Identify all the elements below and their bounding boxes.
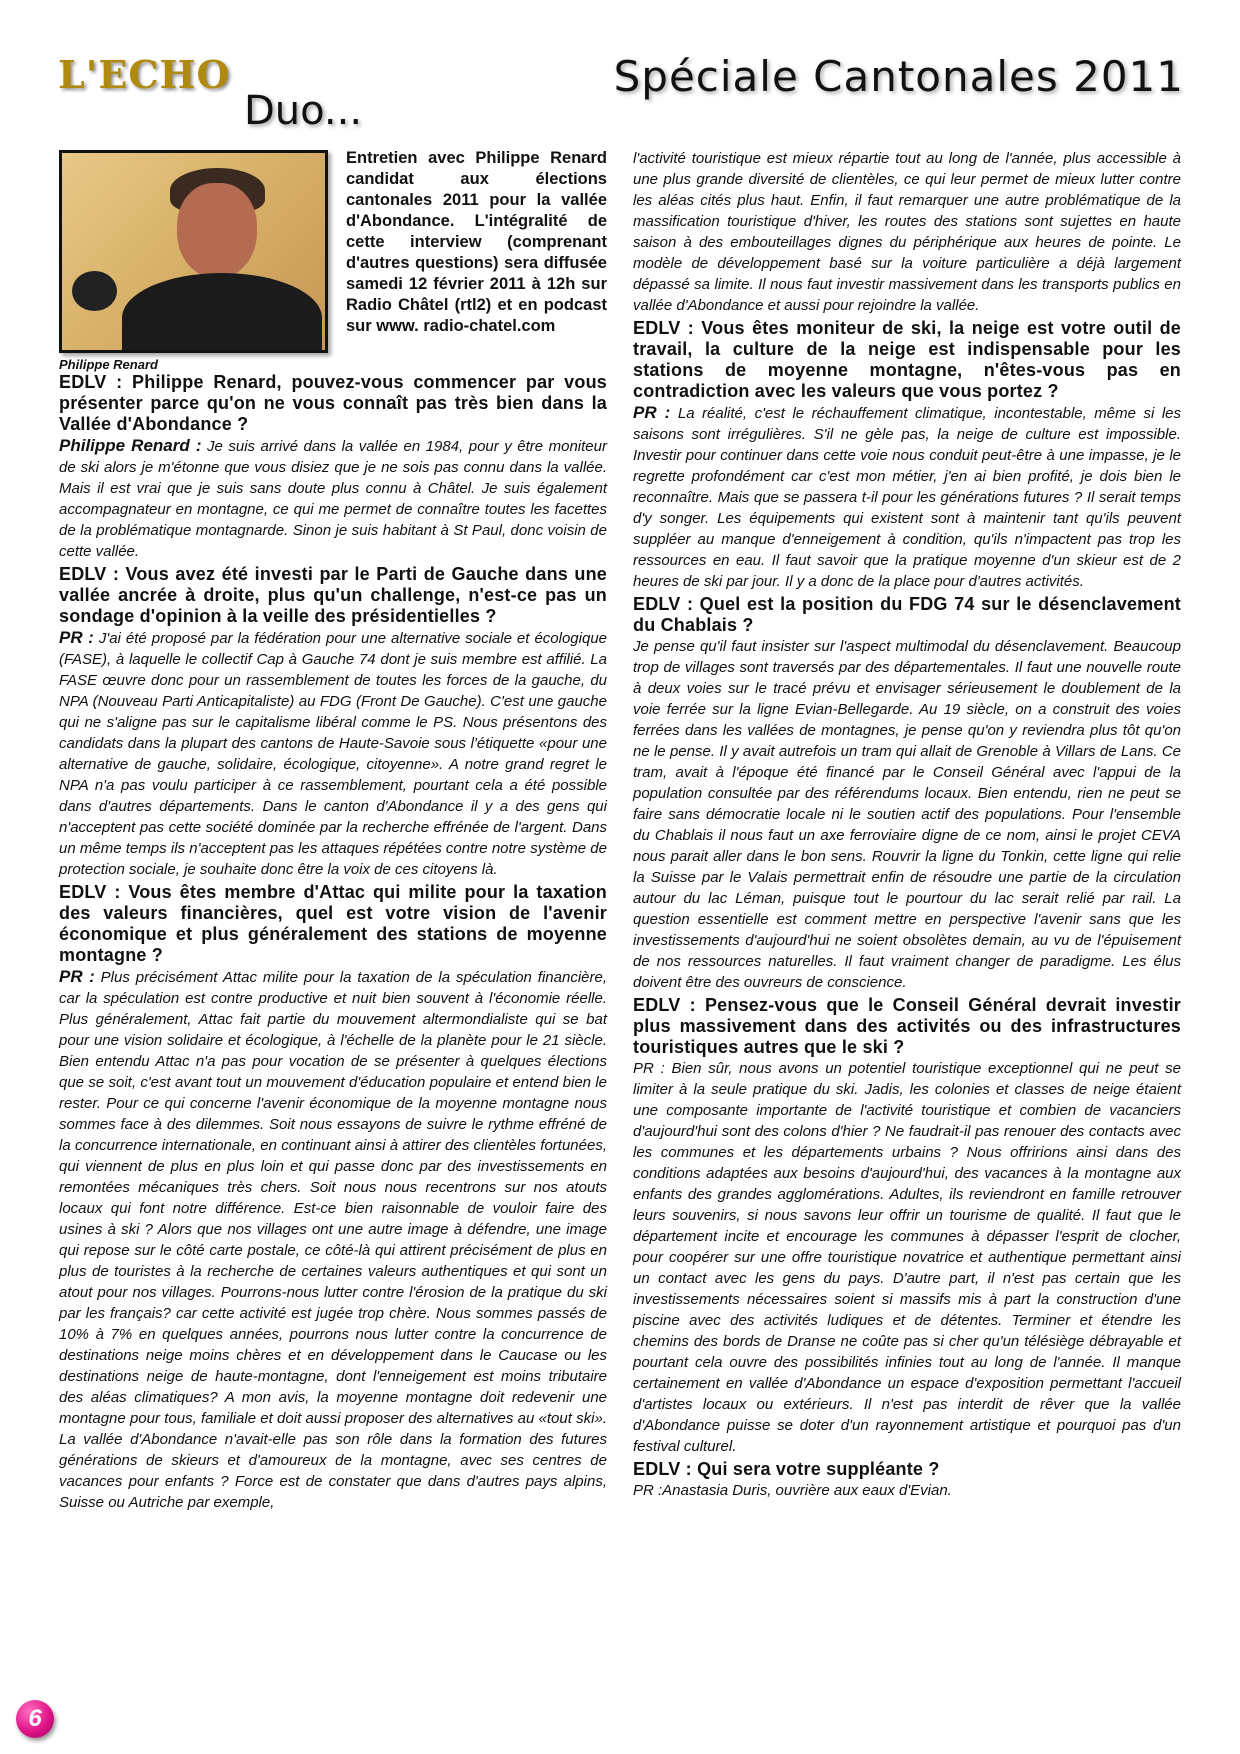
interview-question: EDLV : Vous êtes membre d'Attac qui milite pour la taxation des valeurs financières, quel est votre vision de l'avenir économique et plus généralement des stations de moyenne montagne ? — [59, 882, 607, 965]
magazine-logo: L'ECHO — [58, 52, 231, 97]
answer-text: J'ai été proposé par la fédération pour une alternative sociale et écologique (FASE), à laquelle le collectif Cap à Gauche 74 dont je suis membre est affilié. La FASE œuvre donc pour un rassemblement de toutes les forces de la gauche, du NPA (Nouveau Parti Anticapitaliste) au FDG (Front De Gauche). C'est une gauche qui ne s'aligne pas sur le capitalisme libéral comme le PS. Nous présentons des candidats dans la plupart des cantons de Haute-Savoie sous l'étiquette «pour une alternative de gauche, solidaire, écologique, citoyenne». A notre grand regret le NPA n'a pas voulu participer à ce rassemblement, pourtant cela a été possible dans d'autres départements. Dans le canton d'Abondance il y a des gens qui n'acceptent pas cette société dominée par la recherche effrénée de l'argent. Dans un même temps ils n'acceptent pas les attaques répétées contre notre système de protection sociale, je souhaite donc être la voix de ces citoyens là. — [59, 630, 608, 878]
interview-answer — [59, 627, 607, 880]
speaker-label: PR : — [633, 403, 671, 422]
answer-text: Plus précisément Attac milite pour la taxation de la spéculation financière, car la spéculation est contre productive et nuit bien souvent à l'économie réelle. Plus généralement, Attac fait partie du mouvement altermondialiste qui se bat pour une vision solidaire et écologique, à l'échelle de la planète pour le 21 siècle. Bien entendu Attac n'a pas pour vocation de se présenter à quelques élections que se soit, c'est avant tout un mouvement d'éducation populaire et entend bien le rester. Pour ce qui concerne l'avenir économique de la moyenne montagne nous sommes face à des dilemmes. Soit nous essayons de suivre le rythme effréné de la concurrence internationale, en continuant ainsi à attirer des clientèles fortunées, qui viennent de plus en plus loin et qui passe donc par des investissements en remontées mécaniques très chers. Soit nous nous recentrons sur nos atouts locaux qui font notre différence. Est-ce bien raisonnable de vouloir faire des usines à ski ? Alors que nos villages ont une autre image à défendre, une image qui repose sur le côté carte postale, ce côté-là qui attirent précisément de plus en plus de touristes à la recherche de certaines valeurs authentiques et qui sont un atout pour nos villages. Pourrons-nous lutter contre l'érosion de la pratique du ski par les français? car cette activité est jugée trop chère. Nous sommes passés de 10% à 7% en quelques années, pourrons nous lutter contre la concurrence de destinations neige moins chères et en développement dans le Caucase ou les destinations neige de haute-montagne, dont l'enneigement est moins tributaire des aléas climatiques? A mon avis, la moyenne montagne doit redevenir une montagne pour tous, familiale et doit aussi proposer des alternatives au «tout ski». La vallée d'Abondance n'avait-elle pas son rôle dans la formation des futures générations de skieurs et d'amoureux de la montagne, avec ses centres de vacances pour enfants ? Force est de constater que dans d'autres pays alpins, Suisse ou Autriche par exemple, — [59, 969, 607, 1511]
interview-answer — [59, 435, 607, 562]
answer-text: La réalité, c'est le réchauffement climatique, incontestable, même si les saisons sont irrégulières. S'il ne gèle pas, la neige de culture est impossible. Investir pour continuer dans cette voie nous conduit peut-être à une impasse, je le regrette profondément car c'est mon métier, j'en ai bien profité, je dois bien le reconnaître. Mais que se passera t-il pour les générations futures ? Il serait temps d'y songer. Les équipements qui existent sont à maintenir tant qu'ils peuvent suppléer au manque d'enneigement à condition, qu'ils n'impactent pas trop les ressources en eau. Il faut savoir que la pratique moyenne d'un skieur est de 2 heures de ski par jour. Il y a donc de la place pour d'autres activités. — [633, 405, 1181, 590]
answer-text: PR : Bien sûr, nous avons un potentiel touristique exceptionnel qui ne peut se limiter à la seule pratique du ski. Jadis, les colonies et classes de neige étaient une composante importante de l'activité touristique et combien de vacanciers d'aujourd'hui sont des colons d'hier ? Ne faudrait-il pas renouer des contacts avec les communes et les départements urbains ? Nous offririons ainsi dans des conditions adaptées aux besoins d'aujourd'hui, des vacances à la montagne aux enfants des grandes agglomérations. Adultes, ils reviendront en famille retrouver leurs souvenirs, si nous savons leur offrir un tourisme de qualité. Il faut que le département incite et encourage les communes à dépasser l'esprit de clocher, pour coopérer sur une offre touristique novatrice et authentique permettant ainsi un contact avec les gens du pays. D'autre part, il n'est pas certain que les investissements nécessaires soient si massifs mis à part la construction d'une piscine avec des activités ludiques et de détentes. Terminer et étendre les chemins des bords de Dranse ne coûte pas si cher qu'un télésiège débrayable et pourtant cela ouvre des possibilités infinies tout au long de l'année. Il manque certainement en vallée d'Abondance un espace d'exposition permettant l'accueil d'artistes locaux ou extérieurs. Il n'est pas interdit de rêver que la vallée d'Abondance puisse se doter d'un rayonnement artistique et pourquoi pas d'un festival culturel. — [633, 1060, 1181, 1455]
interview-question: EDLV : Quel est la position du FDG 74 sur le désenclavement du Chablais ? — [633, 594, 1181, 635]
left-column-body — [59, 337, 607, 1513]
speaker-label: PR : — [59, 628, 94, 647]
edition-title: Spéciale Cantonales 2011 — [613, 52, 1184, 101]
interview-question: EDLV : Qui sera votre suppléante ? — [633, 1459, 940, 1479]
interview-answer — [633, 636, 1181, 993]
interview-answer — [633, 148, 1181, 316]
interview-answer — [633, 1480, 1181, 1501]
answer-text: Je pense qu'il faut insister sur l'aspect multimodal du désenclavement. Beaucoup trop de villages sont traversés par des départementales. Il faut une nouvelle route à deux voies sur le tracé prévu et envisager sérieusement le doublement de la voie ferrée sur la ligne Evian-Bellegarde. Au 19 siècle, on a construit des voies ferrées dans les vallées de montagnes, je pense qu'on y reviendra plus tôt qu'on ne le pense. Il y avait autrefois un tram qui allait de Grenoble à Villars de Lans. Ce tram, avait à l'époque été financé par le Conseil Général avec l'appui de la population consultée par des référendums locaux. Bien entendu, rien ne peut se faire sans démocratie locale ni le soutien actif des populations. Pour l'ensemble du Chablais il nous faut un axe ferroviaire digne de ce nom, ainsi le projet CEVA nous parait aller dans le bon sens. Rouvrir la ligne du Tonkin, cette ligne qui relie la Suisse par le Valais permettrait enfin de résoudre une partie de la circulation autour du lac Léman, puisque tout le pourtour du lac serait relié par rail. La question essentielle est comment mettre en perspective l'avenir sans que les investissements d'aujourd'hui ne soient obsolètes demain, au vu de l'épuisement de nos ressources naturelles. Il faut vraiment changer de paradigme. Les élus doivent être des ouvreurs de conscience. — [633, 638, 1181, 991]
interview-question: EDLV : Pensez-vous que le Conseil Général devrait investir plus massivement dans des activités ou des infrastructures touristiques autres que le ski ? — [633, 995, 1181, 1057]
answer-text: PR :Anastasia Duris, ouvrière aux eaux d'Evian. — [633, 1482, 952, 1499]
page-number-badge: 6 — [16, 1700, 54, 1738]
left-column — [59, 148, 607, 1513]
interview-question: EDLV : Vous avez été investi par le Parti de Gauche dans une vallée ancrée à droite, plus qu'un challenge, n'est-ce pas un sondage d'opinion à la veille des présidentielles ? — [59, 564, 607, 626]
interview-answer — [59, 966, 607, 1513]
interview-question: EDLV : Philippe Renard, pouvez-vous commencer par vous présenter parce qu'on ne vous connaît pas très bien dans la Vallée d'Abondance ? — [59, 372, 607, 434]
interview-answer — [633, 1058, 1181, 1457]
interview-question: EDLV : Vous êtes moniteur de ski, la neige est votre outil de travail, la culture de la neige est indispensable pour les stations de moyenne montagne, n'êtes-vous pas en contradiction avec les valeurs que vous portez ? — [633, 318, 1181, 401]
speaker-label: PR : — [59, 967, 95, 986]
interview-intro: Entretien avec Philippe Renard candidat aux élections cantonales 2011 pour la vallée d'Abondance. L'intégralité de cette interview (comprenant d'autres questions) sera diffusée samedi 12 février 2011 à 12h sur Radio Châtel (rtl2) et en podcast sur www. radio-chatel.com — [346, 149, 607, 335]
photo-caption: Philippe Renard — [59, 357, 158, 372]
section-subtitle: Duo... — [244, 88, 363, 134]
answer-text: l'activité touristique est mieux répartie tout au long de l'année, plus accessible à une plus grande diversité de clientèles, ce qui leur permet de mieux lutter contre les aléas cités plus haut. Enfin, il faut remarquer une autre problématique de la massification touristique d'hiver, les routes des stations sont sujettes en haute saison à des embouteillages dignes du périphérique aux heures de pointe. Le modèle de développement basé sur la voiture particulière a déjà largement dépassé sa limite. Il nous faut investir massivement dans les transports publics en vallée d'Abondance et aussi pour rejoindre la vallée. — [633, 150, 1181, 314]
portrait-photo-icon — [59, 150, 328, 353]
answer-text: Je suis arrivé dans la vallée en 1984, pour y être moniteur de ski alors je m'étonne que vous disiez que je ne sois pas connu dans la vallée. Mais il est vrai que je suis sans doute plus connu à Châtel. Je suis également accompagnateur en montagne, ce qui me permet de connaître toutes les facettes de la problématique montagnarde. Sinon je suis habitant à St Paul, donc voisin de cette vallée. — [59, 438, 607, 560]
right-column-body — [633, 148, 1181, 1501]
interview-answer — [633, 402, 1181, 592]
right-column — [633, 148, 1181, 1501]
speaker-label: Philippe Renard : — [59, 436, 202, 455]
